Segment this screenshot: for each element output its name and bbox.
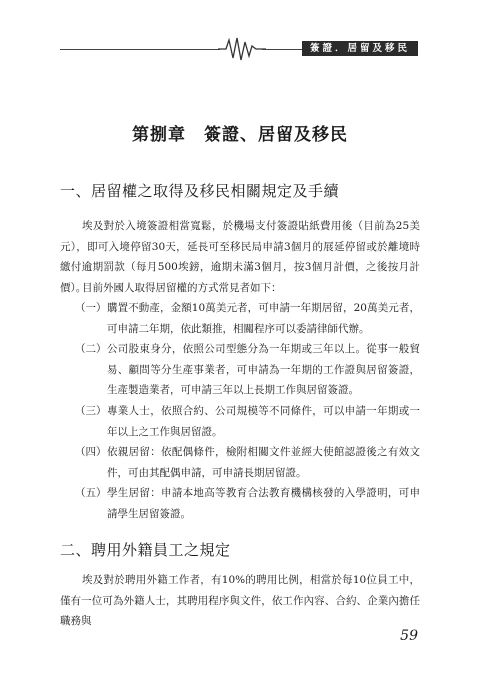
chapter-title: 第捌章 簽證、居留及移民	[132, 125, 348, 145]
list-item-text: 依親居留：依配偶條件，檢附相關文件並經大使館認證後之有效文件，可由其配偶申請，可申請長期居留證。	[107, 446, 420, 479]
list-item-number: （三）	[75, 405, 107, 417]
list-item-text: 購置不動產，金額10萬美元者，可申請一年期居留，20萬美元者，可申請二年期，依此類推，相關程序可以委請律師代辦。	[107, 302, 420, 335]
list-item	[75, 339, 420, 401]
header-section-tag: 簽證．居留及移民	[302, 41, 418, 56]
list-item	[75, 442, 420, 483]
header-rule-left	[60, 49, 220, 50]
list-item-text: 專業人士，依照合約、公司規模等不同條件，可以申請一年期或一年以上之工作與居留證。	[107, 405, 420, 438]
list-item-number: （五）	[75, 487, 107, 499]
list-item-number: （一）	[75, 302, 107, 314]
section-1-intro: 埃及對於入境簽證相當寬鬆，於機場支付簽證貼紙費用後（目前為25美元），即可入境停留30天，延長可至移民局申請3個月的展延停留或於離境時繳付逾期罰款（每月500埃鎊，逾期未滿3個月，按3個月計價，之後按月計價）。	[60, 220, 420, 294]
pulse-wave-icon	[218, 36, 266, 62]
list-item-number: （四）	[75, 446, 107, 458]
list-item-text: 學生居留：申請本地高等教育合法教育機構核發的入學證明，可申請學生居留簽證。	[107, 487, 420, 520]
list-item	[75, 298, 420, 339]
page-number: 59	[400, 628, 418, 644]
section-heading-2: 二、聘用外籍員工之規定	[60, 541, 231, 559]
list-item-number: （二）	[75, 343, 107, 355]
list-item	[75, 401, 420, 442]
section-2-intro: 埃及對於聘用外籍工作者，有10%的聘用比例，相當於每10位員工中，僅有一位可為外籍人士，其聘用程序與文件，依工作內容、合約、企業內擔任職務與	[60, 574, 420, 627]
section-heading-1: 一、居留權之取得及移民相關規定及手續	[60, 182, 340, 200]
section-1-lead: 目前外國人取得居留權的方式常見者如下：	[82, 282, 282, 294]
header-rule-right	[262, 49, 302, 50]
list-item-text: 公司股東身分，依照公司型態分為一年期或三年以上。從事一般貿易、顧問等分生產事業者，可申請為一年期的工作證與居留簽證，生產製造業者，可申請三年以上長期工作與居留簽證。	[107, 343, 420, 396]
list-item	[75, 483, 420, 524]
